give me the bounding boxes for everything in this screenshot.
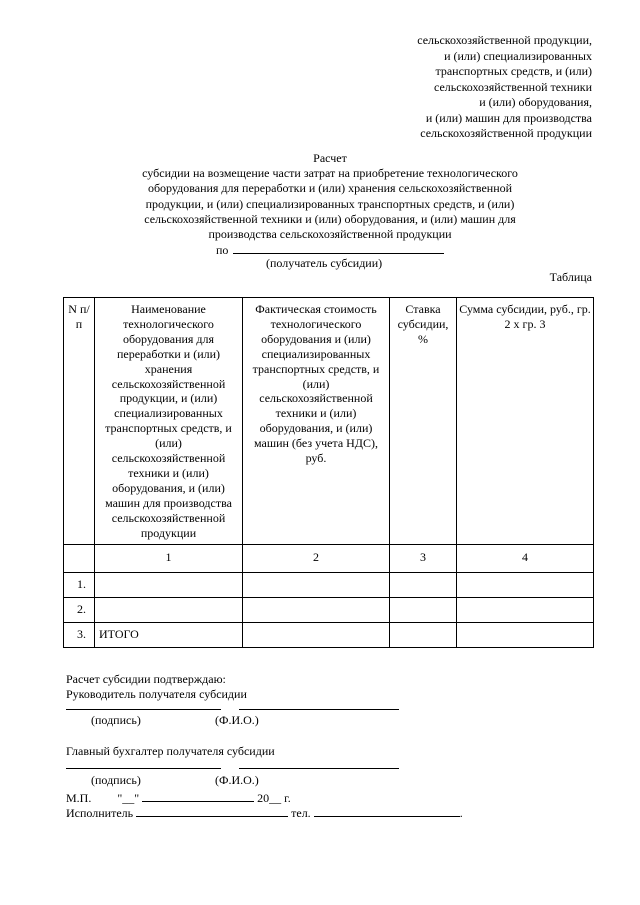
- date-day[interactable]: "__": [117, 791, 140, 805]
- header-line: и (или) оборудования,: [479, 95, 592, 109]
- phone-label: тел.: [291, 806, 311, 820]
- row-sum-cell[interactable]: [457, 622, 594, 647]
- header-line: сельскохозяйственной продукции,: [417, 33, 592, 47]
- total-label: ИТОГО: [95, 622, 243, 647]
- subsidy-table: [63, 297, 594, 648]
- date-month-blank[interactable]: [142, 789, 254, 802]
- col-header-cost: Фактическая стоимость технологического оборудования и (или) специализированных транспортных средств, и (или) сельскохозяйственной техники и (или) оборудования, и (или) машин (без учета НДС), руб.: [243, 298, 390, 545]
- row-number: 3.: [64, 622, 95, 647]
- recipient-caption: (получатель субсидии): [266, 256, 383, 270]
- col-header-number: N п/п: [64, 298, 95, 545]
- stamp-label: М.П.: [66, 791, 92, 805]
- row-rate-cell[interactable]: [390, 597, 457, 622]
- title-line: субсидии на возмещение части затрат на приобретение технологического: [142, 166, 518, 181]
- row-cost-cell[interactable]: [243, 622, 390, 647]
- signature-caption: (подпись): [91, 713, 141, 727]
- phone-blank[interactable]: [314, 804, 460, 817]
- title-line: продукции, и (или) специализированных транспортных средств, и (или): [145, 196, 515, 211]
- accountant-label: Главный бухгалтер получателя субсидии: [66, 744, 275, 758]
- title-line: оборудования для переработки и (или) хранения сельскохозяйственной: [147, 181, 513, 196]
- signature-caption: (подпись): [91, 773, 141, 787]
- column-number: 3: [390, 544, 457, 572]
- row-sum-cell[interactable]: [457, 597, 594, 622]
- column-number: [64, 544, 95, 572]
- title-line: производства сельскохозяйственной продукции: [208, 227, 452, 242]
- row-cost-cell[interactable]: [243, 597, 390, 622]
- title-line: сельскохозяйственной техники и (или) оборудования, и (или) машин для: [144, 211, 516, 226]
- column-number: 1: [95, 544, 243, 572]
- row-cost-cell[interactable]: [243, 572, 390, 597]
- table-row: [64, 597, 594, 622]
- appendix-header: [292, 33, 592, 142]
- header-line: транспортных средств, и (или): [435, 64, 592, 78]
- header-line: сельскохозяйственной техники: [434, 79, 592, 94]
- recipient-blank[interactable]: [233, 241, 444, 254]
- row-rate-cell[interactable]: [390, 622, 457, 647]
- accountant-signature-line[interactable]: [66, 768, 221, 769]
- column-number: 4: [457, 544, 594, 572]
- accountant-fio-line[interactable]: [239, 768, 399, 769]
- table-label: Таблица: [549, 270, 592, 284]
- executor-line: Исполнитель тел. .: [66, 806, 463, 820]
- title-heading: Расчет: [313, 151, 347, 165]
- row-name-cell[interactable]: [95, 572, 243, 597]
- table-header-row: [64, 298, 594, 545]
- row-number: 2.: [64, 597, 95, 622]
- header-line: и (или) машин для производства: [425, 110, 592, 125]
- confirm-text: Расчет субсидии подтверждаю:: [66, 672, 226, 686]
- row-sum-cell[interactable]: [457, 572, 594, 597]
- fio-caption: (Ф.И.О.): [215, 773, 259, 787]
- date-year[interactable]: 20__ г.: [257, 791, 291, 805]
- column-number-row: [64, 544, 594, 572]
- head-fio-line[interactable]: [239, 709, 399, 710]
- table-row-total: [64, 622, 594, 647]
- header-line: и (или) специализированных: [444, 48, 592, 63]
- executor-label: Исполнитель: [66, 806, 134, 820]
- executor-blank[interactable]: [136, 804, 288, 817]
- table-row: [64, 572, 594, 597]
- row-name-cell[interactable]: [95, 597, 243, 622]
- header-line: сельскохозяйственной продукции: [420, 126, 592, 140]
- col-header-rate: Ставка субсидии, %: [390, 298, 457, 545]
- head-signature-line[interactable]: [66, 709, 221, 710]
- col-header-sum: Сумма субсидии, руб., гр. 2 x гр. 3: [457, 298, 594, 545]
- row-rate-cell[interactable]: [390, 572, 457, 597]
- column-number: 2: [243, 544, 390, 572]
- col-header-name: Наименование технологического оборудования для переработки и (или) хранения сельскохозяйственной продукции, и (или) специализированных транспортных средств, и (или) сельскохозяйственной техники и (или) оборудования, и (или) машин для производства сельскохозяйственной продукции: [95, 298, 243, 545]
- row-number: 1.: [64, 572, 95, 597]
- fio-caption: (Ф.И.О.): [215, 713, 259, 727]
- document-title: [80, 151, 580, 242]
- head-label: Руководитель получателя субсидии: [66, 687, 247, 701]
- po-label: по: [216, 243, 229, 257]
